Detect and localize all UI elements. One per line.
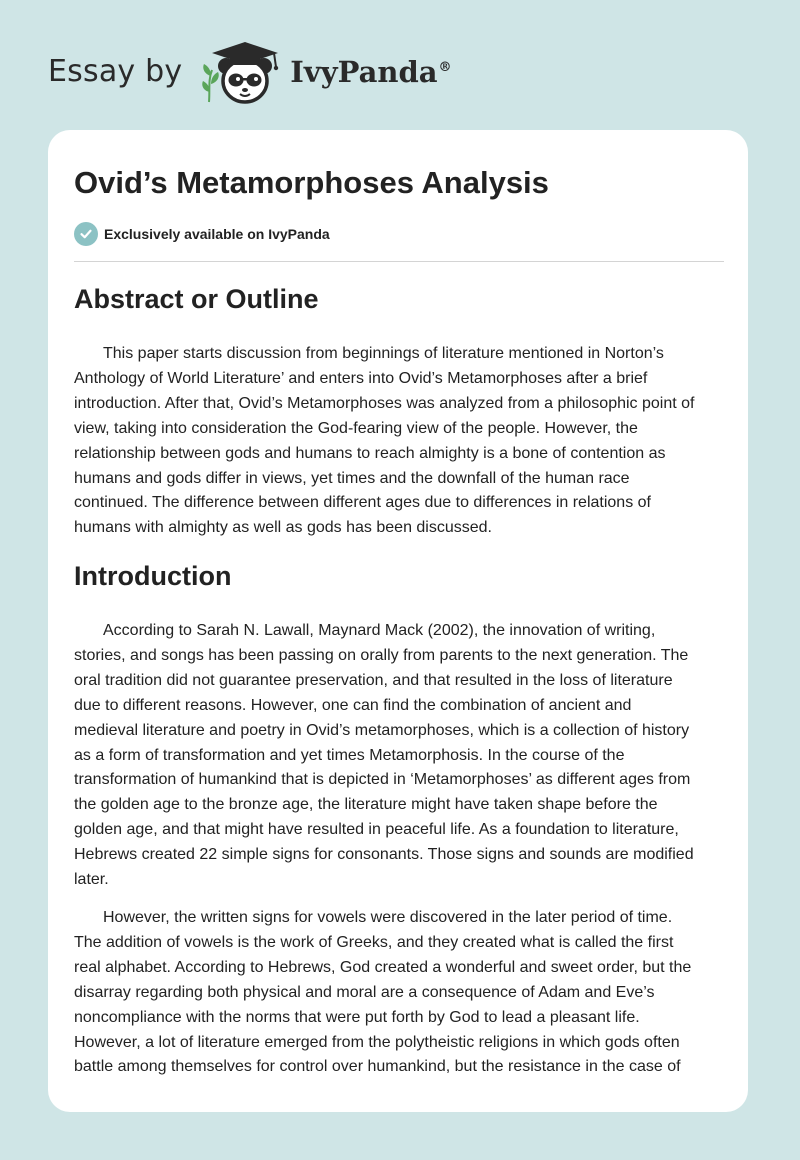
essay-card xyxy=(48,130,748,1112)
page-title: Ovid’s Metamorphoses Analysis xyxy=(74,165,549,200)
site-header xyxy=(48,36,452,108)
text-line: stories, and songs has been passing on orally from parents to the next generation. The xyxy=(74,646,689,664)
text-line: the golden age to the bronze age, the literature might have taken shape before the xyxy=(74,796,658,814)
text-line: view, taking into consideration the God-fearing view of the people. However, the xyxy=(74,419,638,437)
check-icon xyxy=(74,222,98,246)
text-line: real alphabet. According to Hebrews, God created a wonderful and sweet order, but the xyxy=(74,958,692,976)
text-line: The addition of vowels is the work of Greeks, and they created what is called the first xyxy=(74,933,674,951)
text-line: According to Sarah N. Lawall, Maynard Mack (2002), the innovation of writing, xyxy=(103,622,656,639)
text-line: introduction. After that, Ovid’s Metamorphoses was analyzed from a philosophic point of xyxy=(74,394,695,412)
text-line: noncompliance with the norms that were put forth by God to lead a pleasant life. xyxy=(74,1008,640,1026)
text-line: golden age, and that might have resulted in peaceful life. As a foundation to literature, xyxy=(74,821,679,839)
introduction-paragraph-2 xyxy=(74,906,724,1080)
registered-mark: ® xyxy=(438,59,452,75)
exclusive-badge-text: Exclusively available on IvyPanda xyxy=(104,226,330,242)
text-line: transformation of humankind that is depicted in ‘Metamorphoses’ as different ages from xyxy=(74,771,691,789)
text-line: continued. The difference between different ages due to differences in relations of xyxy=(74,494,651,512)
text-line: However, the written signs for vowels were discovered in the later period of time. xyxy=(103,909,673,926)
brand-name[interactable] xyxy=(290,54,452,89)
text-line: humans and gods differ in views, yet times and the downfall of the human race xyxy=(74,469,630,487)
text-line: oral tradition did not guarantee preservation, and that resulted in the loss of literature xyxy=(74,671,673,689)
text-line: medieval literature and poetry in Ovid’s metamorphoses, which is a collection of history xyxy=(74,721,690,739)
brand-name-text: IvyPanda xyxy=(290,54,438,89)
introduction-paragraph-1 xyxy=(74,619,724,893)
section-heading-abstract: Abstract or Outline xyxy=(74,284,319,314)
text-line: Hebrews created 22 simple signs for consonants. Those signs and sounds are modified xyxy=(74,846,694,864)
text-line: This paper starts discussion from beginnings of literature mentioned in Norton’s xyxy=(103,345,664,362)
text-line: disarray regarding both physical and moral are a consequence of Adam and Eve’s xyxy=(74,983,655,1001)
title-divider xyxy=(74,261,724,262)
essay-by-label: Essay by xyxy=(48,54,183,89)
panda-logo-icon[interactable] xyxy=(196,36,288,108)
text-line: as a form of transformation and yet times Metamorphosis. In the course of the xyxy=(74,746,625,764)
section-heading-introduction: Introduction xyxy=(74,561,232,591)
text-line: Anthology of World Literature’ and enters into Ovid’s Metamorphoses after a brief xyxy=(74,369,648,387)
text-line: due to different reasons. However, one can find the combination of ancient and xyxy=(74,696,632,714)
text-line: relationship between gods and humans to reach almighty is a bone of contention as xyxy=(74,444,666,462)
text-line: later. xyxy=(74,871,109,889)
text-line: humans with almighty as well as gods has been discussed. xyxy=(74,519,492,537)
text-line: battle among themselves for control over humankind, but the resistance in the case of xyxy=(74,1058,681,1076)
exclusive-badge xyxy=(74,222,330,246)
text-line: However, a lot of literature emerged from the polytheistic religions in which gods often xyxy=(74,1033,680,1051)
abstract-paragraph xyxy=(74,342,724,541)
